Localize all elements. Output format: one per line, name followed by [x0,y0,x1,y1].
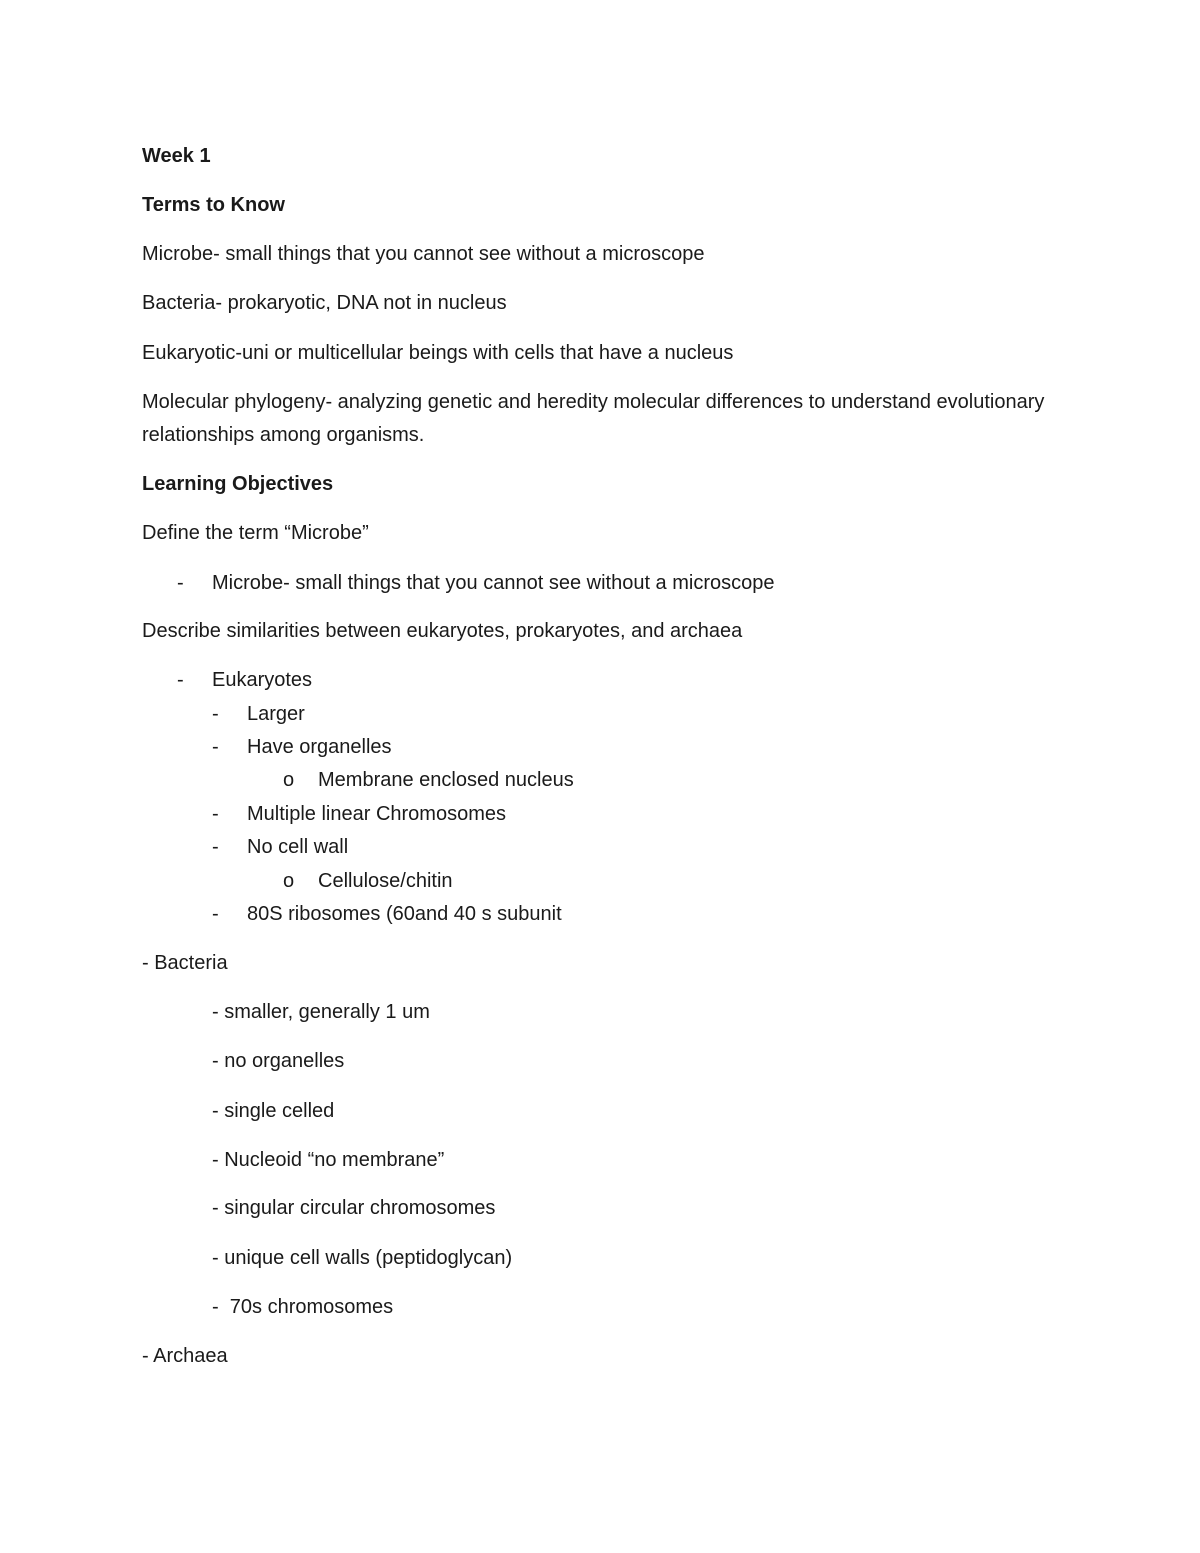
eukaryotes-item: No cell wall [247,836,349,858]
dash-bullet: - [212,803,219,825]
bacteria-item: - singular circular chromosomes [212,1197,496,1219]
bacteria-label: - Bacteria [142,952,228,974]
dash-bullet: - [177,669,184,691]
bacteria-item: - smaller, generally 1 um [212,1001,430,1023]
eukaryotes-item: 80S ribosomes (60and 40 s subunit [247,903,562,925]
eukaryotes-item: Multiple linear Chromosomes [247,803,506,825]
dash-bullet: - [212,703,219,725]
eukaryotes-label: Eukaryotes [212,669,313,691]
dash-bullet: - [212,903,219,925]
bacteria-item: - Nucleoid “no membrane” [212,1149,445,1171]
bacteria-item: - unique cell walls (peptidoglycan) [212,1247,513,1269]
objectives-heading: Learning Objectives [142,473,334,495]
bacteria-item: - 70s chromosomes [212,1296,394,1318]
dash-bullet: - [212,736,219,758]
objective-microbe-definition: Microbe- small things that you cannot see without a microscope [212,572,775,594]
dash-bullet: - [212,836,219,858]
circle-bullet: o [283,870,295,892]
bacteria-item: - no organelles [212,1050,345,1072]
term-molecular-phylogeny: Molecular phylogeny- analyzing genetic and heredity molecular differences to understand evolutionary relationships among organisms. [142,391,1045,446]
circle-bullet: o [283,769,295,791]
eukaryotes-item: Larger [247,703,305,725]
eukaryotes-subitem: Cellulose/chitin [318,870,453,892]
objective-describe-similarities: Describe similarities between eukaryotes, prokaryotes, and archaea [142,620,743,642]
term-bacteria: Bacteria- prokaryotic, DNA not in nucleus [142,292,507,314]
page-title: Week 1 [142,145,211,167]
terms-heading: Terms to Know [142,194,285,216]
eukaryotes-item: Have organelles [247,736,392,758]
term-microbe: Microbe- small things that you cannot see without a microscope [142,243,705,265]
bacteria-item: - single celled [212,1100,335,1122]
eukaryotes-subitem: Membrane enclosed nucleus [318,769,574,791]
term-eukaryotic: Eukaryotic-uni or multicellular beings with cells that have a nucleus [142,342,734,364]
archaea-label: - Archaea [142,1345,228,1367]
objective-define-microbe: Define the term “Microbe” [142,522,369,544]
dash-bullet: - [177,572,184,594]
